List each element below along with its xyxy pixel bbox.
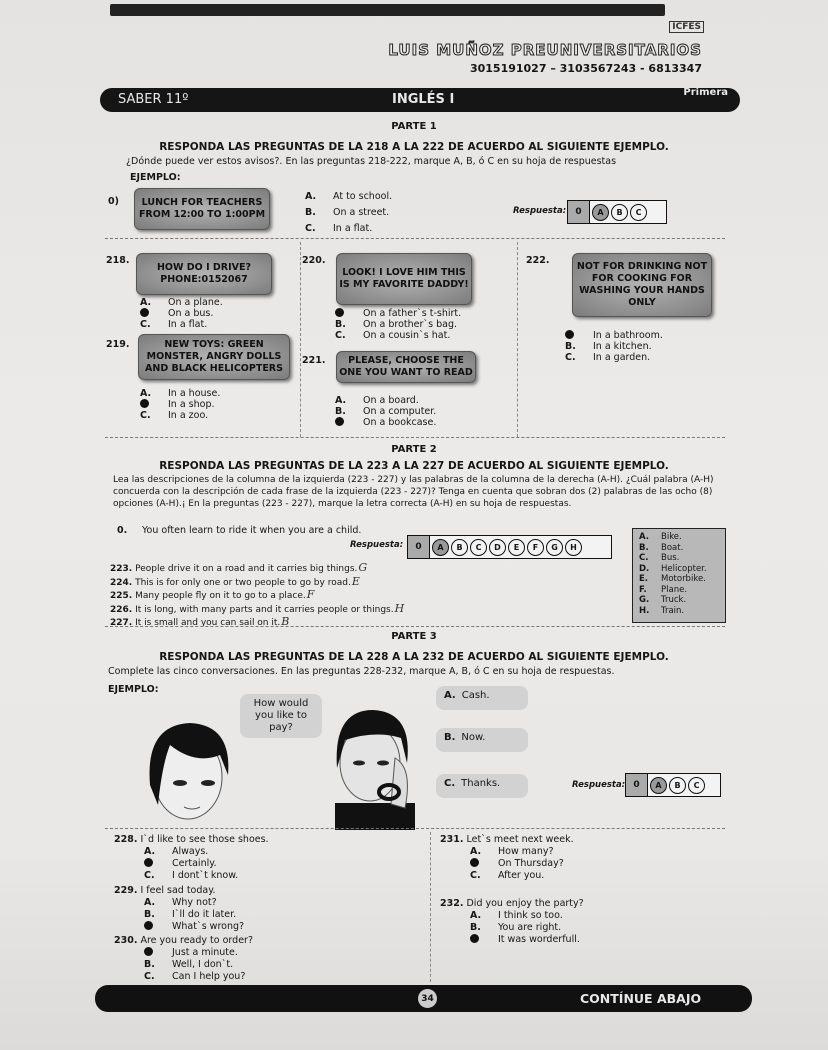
question-options: [114, 846, 269, 882]
answer-option: [140, 297, 223, 308]
word-letter: G.: [639, 595, 650, 605]
marked-answer-dot: [565, 330, 574, 339]
answer-option: [140, 410, 220, 421]
answer-option: [144, 971, 253, 983]
divider: [105, 238, 725, 239]
part1-title: PARTE 1: [391, 121, 437, 132]
divider: [300, 242, 301, 437]
answer-bubble: B: [451, 539, 468, 556]
option-text: Always.: [172, 846, 209, 857]
option-text: In a garden.: [593, 352, 651, 363]
word-text: Truck.: [661, 595, 687, 605]
answer-option: [470, 870, 574, 882]
conversation-question: [440, 898, 584, 946]
answer-label: Respuesta:: [572, 780, 626, 790]
marked-answer-dot: [144, 858, 153, 867]
question-options: [440, 846, 574, 882]
option-letter: C.: [140, 410, 151, 421]
option-letter: A.: [140, 388, 152, 399]
option-letter: B.: [444, 732, 456, 743]
answer-option: [335, 406, 436, 417]
example-number: 0: [626, 774, 648, 796]
option-letter: A.: [444, 690, 456, 701]
option-letter: [335, 417, 363, 428]
marked-answer-dot: [140, 399, 149, 408]
word-letter: F.: [639, 584, 647, 595]
option-text: On a board.: [363, 395, 419, 406]
answer-option: [470, 846, 574, 858]
question-options: [565, 330, 663, 363]
exam-name: SABER 11º: [118, 92, 189, 107]
notice-sign: NEW TOYS: GREEN MONSTER, ANGRY DOLLS AND BLACK HELICOPTERS: [138, 334, 290, 380]
question-number: 221.: [302, 355, 326, 366]
description-item: [110, 576, 404, 590]
answer-bubble: H: [565, 539, 582, 556]
example-number: 0): [108, 196, 119, 207]
answer-option: [305, 205, 392, 221]
question-line: [440, 834, 574, 846]
question-text: I`d like to see those shoes.: [140, 834, 269, 845]
question-number: 218.: [106, 255, 130, 266]
option-text: You are right.: [498, 922, 562, 933]
part3-example-label: EJEMPLO:: [108, 684, 159, 695]
answer-option: [140, 399, 220, 410]
item-number: 224.: [110, 577, 133, 588]
option-letter: [144, 858, 172, 870]
answer-bubble: C: [630, 204, 647, 221]
option-text: After you.: [498, 870, 545, 881]
option-text: On a brother`s bag.: [363, 319, 458, 330]
part3-answer-box: [625, 773, 721, 797]
option-text: In a flat.: [168, 319, 208, 330]
question-number: 231.: [440, 834, 464, 845]
option-letter: C.: [335, 330, 346, 341]
item-text: This is for only one or two people to go by road.: [135, 577, 351, 588]
answer-option: [335, 417, 436, 428]
notice-sign: NOT FOR DRINKING NOT FOR COOKING FOR WASHING YOUR HANDS ONLY: [572, 253, 712, 317]
answer-option: [470, 858, 574, 870]
word-text: Bike.: [661, 532, 682, 542]
answer-option: [335, 330, 461, 341]
part2-example-text: You often learn to ride it when you are a child.: [142, 525, 362, 536]
option-letter: C.: [470, 870, 481, 881]
item-number: 227.: [110, 618, 133, 628]
answer-option: [144, 921, 244, 933]
answer-label: Respuesta:: [513, 206, 567, 216]
word-letter: A.: [639, 532, 649, 542]
top-strip: [110, 4, 665, 16]
part3-title: PARTE 3: [391, 631, 437, 642]
option-text: I dont`t know.: [172, 870, 239, 881]
conversation-question: [114, 935, 253, 983]
option-text: In a bathroom.: [593, 330, 663, 341]
description-item: [110, 603, 404, 617]
word-text: Plane.: [661, 584, 688, 595]
divider: [430, 832, 431, 982]
question-options: [114, 947, 253, 983]
divider: [105, 828, 725, 829]
answer-option: [565, 341, 663, 352]
option-letter: C.: [565, 352, 576, 363]
option-letter: A.: [305, 191, 317, 202]
part1-heading: RESPONDA LAS PREGUNTAS DE LA 218 A LA 222 DE ACUERDO AL SIGUIENTE EJEMPLO.: [159, 141, 669, 153]
option-text: On a bookcase.: [363, 417, 437, 428]
marked-answer-dot: [144, 947, 153, 956]
question-line: [114, 935, 253, 947]
answer-option: [144, 897, 244, 909]
question-options: [140, 297, 223, 330]
part2-example-num: 0.: [117, 525, 128, 536]
option-letter: B.: [335, 319, 346, 330]
part3-heading: RESPONDA LAS PREGUNTAS DE LA 228 A LA 232 DE ACUERDO AL SIGUIENTE EJEMPLO.: [159, 651, 669, 663]
question-number: 219.: [106, 339, 130, 350]
brand-name: LUIS MUÑOZ PREUNIVERSITARIOS: [388, 41, 702, 59]
option-letter: [565, 330, 593, 341]
answer-bubble: A: [650, 777, 667, 794]
page-number: 34: [418, 989, 437, 1008]
notice-sign: LOOK! I LOVE HIM THIS IS MY FAVORITE DADDY!: [336, 253, 472, 305]
question-options: [114, 897, 244, 933]
divider: [105, 437, 725, 438]
option-letter: [144, 947, 172, 959]
handwritten-answer: B: [281, 615, 290, 628]
handwritten-answer: F: [306, 588, 315, 601]
option-letter: A.: [144, 897, 156, 908]
word-option: [639, 585, 719, 596]
option-text: Can I help you?: [172, 971, 246, 982]
option-text: On a street.: [333, 207, 390, 218]
question-number: 229.: [114, 885, 138, 896]
item-number: 223.: [110, 564, 133, 574]
option-text: I think so too.: [498, 910, 563, 921]
part2-heading: RESPONDA LAS PREGUNTAS DE LA 223 A LA 227 DE ACUERDO AL SIGUIENTE EJEMPLO.: [159, 460, 669, 472]
marked-answer-dot: [335, 308, 344, 317]
option-letter: A.: [144, 846, 156, 857]
conversation-question: [114, 885, 244, 933]
answer-option: [144, 870, 269, 882]
description-item: [110, 616, 404, 630]
option-letter: B.: [144, 959, 155, 970]
option-letter: [140, 399, 168, 410]
option-text: On a computer.: [363, 406, 437, 417]
option-letter: C.: [144, 971, 155, 982]
option-text: Certainly.: [172, 858, 217, 869]
marked-answer-dot: [140, 308, 149, 317]
divider: [517, 242, 518, 437]
answer-option: [305, 189, 392, 205]
part2-title: PARTE 2: [391, 444, 437, 455]
option-letter: A.: [140, 297, 152, 308]
option-letter: A.: [470, 910, 482, 921]
man-face-illustration: [325, 708, 425, 830]
option-text: On Thursday?: [498, 858, 564, 869]
answer-bubble: F: [527, 539, 544, 556]
question-text: Are you ready to order?: [140, 935, 253, 946]
option-letter: B.: [305, 207, 316, 218]
answer-option: [140, 308, 223, 319]
word-option: [639, 532, 719, 543]
answer-bubble: A: [592, 204, 609, 221]
example-number: 0: [568, 201, 590, 223]
word-letter: B.: [639, 542, 649, 553]
option-text: On a cousin`s hat.: [363, 330, 451, 341]
question-number: 230.: [114, 935, 138, 946]
word-text: Helicopter.: [661, 563, 707, 574]
option-text: I`ll do it later.: [172, 909, 237, 920]
word-option: [639, 606, 719, 617]
handwritten-answer: E: [351, 574, 360, 588]
answer-option: [470, 910, 584, 922]
answer-bubble: G: [546, 539, 563, 556]
item-number: 226.: [110, 604, 133, 615]
answer-option: [144, 846, 269, 858]
word-text: Motorbike.: [661, 574, 706, 584]
question-number: 232.: [440, 898, 464, 909]
answer-option: [335, 308, 461, 319]
answer-label: Respuesta:: [350, 540, 404, 550]
example-answer-box: [567, 200, 667, 224]
answer-bubble: C: [470, 539, 487, 556]
option-letter: C.: [444, 778, 456, 789]
option-letter: C.: [140, 319, 151, 330]
example-sign: LUNCH FOR TEACHERS FROM 12:00 TO 1:00PM: [134, 188, 270, 230]
marked-answer-dot: [470, 858, 479, 867]
answer-option: [470, 922, 584, 934]
part2-instructions: Lea las descripciones de la columna de la izquierda (223 - 227) y las palabras de la columna de la derecha (A-H). ¿Cuál palabra (A-H) concuerda con la descripción de cada frase de la izquierda (223 - 227)? Tenga en cuenta que sobran dos (2) palabras de las ocho (8) opciones (A-H).¡ En la preguntas (223 - 227), marque la letra correcta (A-H) en su hoja de respuestas.: [113, 475, 714, 509]
answer-option: [565, 352, 663, 363]
word-text: Bus.: [661, 553, 680, 563]
option-text: Thanks.: [461, 778, 501, 789]
option-letter: B.: [144, 909, 155, 920]
option-text: In a shop.: [168, 399, 215, 410]
word-text: Train.: [661, 605, 685, 616]
item-number: 225.: [110, 591, 133, 601]
example-number: 0: [408, 536, 430, 558]
item-text: It is long, with many parts and it carries people or things.: [135, 604, 394, 615]
word-option: [639, 553, 719, 564]
option-letter: C.: [305, 223, 316, 234]
option-text: On a father`s t-shirt.: [363, 308, 462, 319]
part1-example-label: EJEMPLO:: [130, 172, 181, 183]
continue-label: CONTÍNUE ABAJO: [580, 991, 702, 1006]
example-options: [305, 189, 392, 237]
part2-answer-box: [407, 535, 612, 559]
part1-instructions: ¿Dónde puede ver estos avisos?. En las preguntas 218-222, marque A, B, ó C en su hoja de respuestas: [126, 156, 617, 167]
item-text: It is small and you can sail on it.: [135, 618, 281, 628]
word-option: [639, 595, 719, 606]
option-letter: B.: [335, 406, 346, 417]
option-letter: [144, 921, 172, 933]
question-number: 222.: [526, 255, 550, 266]
option-letter: [470, 858, 498, 870]
option-letter: A.: [470, 846, 482, 857]
option-letter: B.: [470, 922, 481, 933]
question-number: 228.: [114, 834, 138, 845]
word-letter: H.: [639, 605, 650, 616]
divider: [105, 626, 725, 627]
option-letter: [470, 934, 498, 946]
answer-option: [335, 319, 461, 330]
logo-text: ICFES: [669, 21, 704, 33]
answer-bubble: B: [611, 204, 628, 221]
conversation-question: [440, 834, 574, 882]
part3-instructions: Complete las cinco conversaciones. En las preguntas 228-232, marque A, B, ó C en su hoja de respuestas.: [108, 666, 615, 677]
answer-bubble: B: [669, 777, 686, 794]
icfes-logo: [660, 2, 704, 38]
word-letter: E.: [639, 574, 649, 584]
option-text: Now.: [461, 732, 486, 743]
option-text: What`s wrong?: [172, 921, 245, 932]
marked-answer-dot: [470, 934, 479, 943]
word-option: [639, 543, 719, 554]
option-text: In a flat.: [333, 223, 373, 234]
speech-bubble: How would you like to pay?: [240, 694, 322, 738]
marked-answer-dot: [144, 921, 153, 930]
option-text: In a house.: [168, 388, 221, 399]
answer-option: [565, 330, 663, 341]
answer-option: [140, 319, 223, 330]
description-item: [110, 562, 404, 576]
description-item: [110, 589, 404, 603]
answer-option: [144, 909, 244, 921]
option-text: On a plane.: [168, 297, 223, 308]
option-text: At to school.: [333, 191, 393, 202]
word-text: Boat.: [661, 542, 684, 553]
question-options: [335, 308, 461, 341]
option-letter: A.: [335, 395, 347, 406]
answer-bubble: E: [508, 539, 525, 556]
word-letter: C.: [639, 553, 649, 563]
option-text: Why not?: [172, 897, 217, 908]
conversation-question: [114, 834, 269, 882]
question-options: [335, 395, 436, 428]
answer-bubble: A: [432, 539, 449, 556]
question-options: [140, 388, 220, 421]
notice-sign: HOW DO I DRIVE? PHONE:0152067: [136, 253, 272, 295]
option-letter: [140, 308, 168, 319]
answer-option: [305, 221, 392, 237]
answer-option: [335, 395, 436, 406]
word-option: [639, 574, 719, 585]
marked-answer-dot: [335, 417, 344, 426]
option-text: Well, I don`t.: [172, 959, 234, 970]
response-cloud: [436, 774, 528, 798]
question-line: [114, 834, 269, 846]
question-number: 220.: [302, 255, 326, 266]
option-text: How many?: [498, 846, 554, 857]
footer-bar: [95, 985, 752, 1012]
option-text: On a bus.: [168, 308, 214, 319]
question-line: [114, 885, 244, 897]
answer-option: [144, 959, 253, 971]
answer-option: [144, 947, 253, 959]
word-option: [639, 564, 719, 575]
option-text: It was worderfull.: [498, 934, 580, 945]
option-text: In a zoo.: [168, 410, 209, 421]
phone-numbers: 3015191027 – 3103567243 - 6813347: [469, 62, 702, 75]
response-cloud: [436, 728, 528, 752]
option-letter: B.: [565, 341, 576, 352]
option-text: Just a minute.: [172, 947, 238, 958]
answer-option: [470, 934, 584, 946]
handwritten-answer: G: [358, 561, 368, 574]
woman-face-illustration: [140, 715, 235, 825]
item-text: People drive it on a road and it carries big things.: [135, 564, 358, 574]
word-list: [632, 528, 726, 623]
question-line: [440, 898, 584, 910]
session-label: Primera: [683, 87, 728, 98]
answer-option: [140, 388, 220, 399]
handwritten-answer: H: [394, 601, 405, 615]
question-options: [440, 910, 584, 946]
part2-items: [110, 562, 404, 630]
response-cloud: [436, 686, 528, 710]
answer-option: [144, 858, 269, 870]
option-letter: [335, 308, 363, 319]
subject-title: INGLÉS I: [392, 92, 455, 107]
question-text: I feel sad today.: [140, 885, 216, 896]
notice-sign: PLEASE, CHOOSE THE ONE YOU WANT TO READ: [336, 351, 476, 383]
option-text: In a kitchen.: [593, 341, 652, 352]
answer-bubble: D: [489, 539, 506, 556]
word-letter: D.: [639, 563, 650, 574]
item-text: Many people fly on it to go to a place.: [135, 591, 306, 601]
option-letter: C.: [144, 870, 155, 881]
question-text: Let`s meet next week.: [466, 834, 574, 845]
answer-bubble: C: [688, 777, 705, 794]
header-bar: [100, 88, 740, 112]
option-text: Cash.: [461, 690, 490, 701]
question-text: Did you enjoy the party?: [466, 898, 584, 909]
